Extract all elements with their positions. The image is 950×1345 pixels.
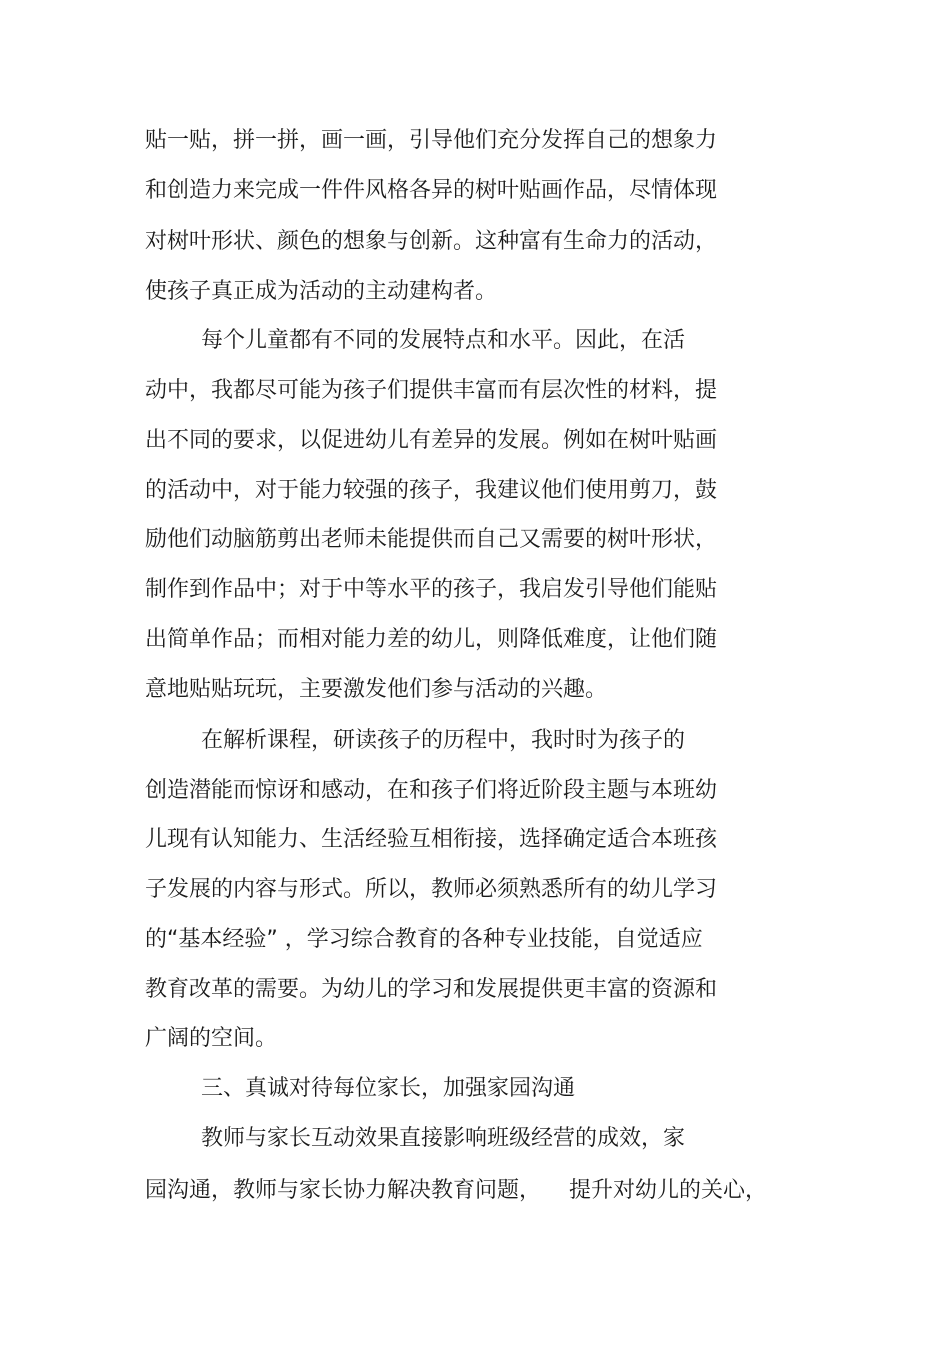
text-line-5: 每个儿童都有不同的发展特点和水平。因此，在活: [145, 328, 685, 353]
text-line-17: 的“基本经验” ，学习综合教育的各种专业技能，自觉适应: [145, 927, 703, 952]
text-line-12: 意地贴贴玩玩，主要激发他们参与活动的兴趣。: [145, 677, 608, 702]
text-line-22: 园沟通，教师与家长协力解决教育问题， 提升对幼儿的关心，: [145, 1178, 767, 1203]
text-line-4: 使孩子真正成为活动的主动建构者。: [145, 279, 498, 304]
text-line-8: 的活动中，对于能力较强的孩子，我建议他们使用剪刀，鼓: [145, 478, 718, 503]
text-line-18: 教育改革的需要。为幼儿的学习和发展提供更丰富的资源和: [145, 977, 718, 1002]
text-line-7: 出不同的要求，以促进幼儿有差异的发展。例如在树叶贴画: [145, 428, 718, 453]
text-line-6: 动中，我都尽可能为孩子们提供丰富而有层次性的材料，提: [145, 378, 718, 403]
text-line-21: 教师与家长互动效果直接影响班级经营的成效，家: [145, 1126, 685, 1151]
text-line-15: 儿现有认知能力、生活经验互相衔接，选择确定适合本班孩: [145, 827, 718, 852]
text-line-11: 出简单作品；而相对能力差的幼儿，则降低难度，让他们随: [145, 627, 718, 652]
text-line-9: 励他们动脑筋剪出老师未能提供而自己又需要的树叶形状，: [145, 527, 718, 552]
text-line-1: 贴一贴，拼一拼，画一画，引导他们充分发挥自己的想象力: [145, 128, 718, 153]
text-line-16: 子发展的内容与形式。所以，教师必须熟悉所有的幼儿学习: [145, 877, 718, 902]
text-line-13: 在解析课程，研读孩子的历程中，我时时为孩子的: [145, 728, 685, 753]
text-line-14: 创造潜能而惊讶和感动，在和孩子们将近阶段主题与本班幼: [145, 778, 718, 803]
text-line-10: 制作到作品中；对于中等水平的孩子，我启发引导他们能贴: [145, 577, 718, 602]
section-heading: 三、真诚对待每位家长，加强家园沟通: [145, 1076, 575, 1101]
text-line-3: 对树叶形状、颜色的想象与创新。这种富有生命力的活动，: [145, 229, 718, 254]
text-line-19: 广阔的空间。: [145, 1026, 278, 1051]
text-line-2: 和创造力来完成一件件风格各异的树叶贴画作品，尽情体现: [145, 178, 718, 203]
